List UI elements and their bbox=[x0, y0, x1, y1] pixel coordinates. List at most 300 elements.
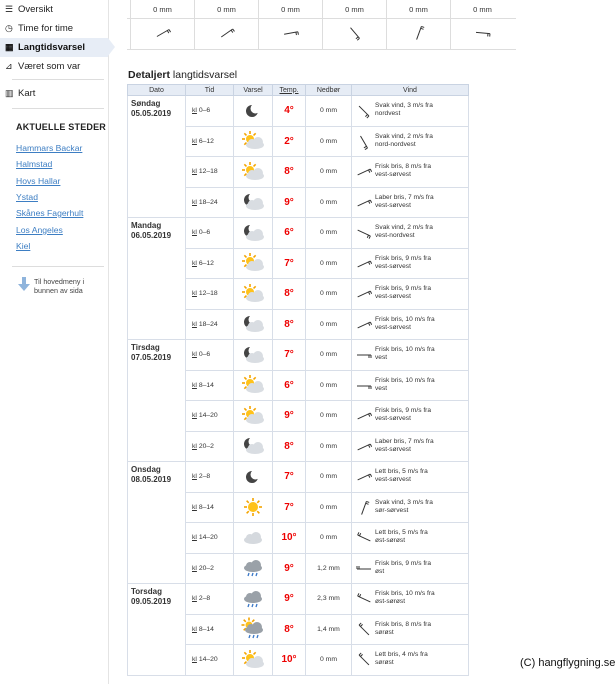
time-cell[interactable] bbox=[186, 96, 234, 127]
header-nedbor: Nedbør bbox=[306, 85, 352, 96]
wind-arrow bbox=[356, 439, 372, 455]
wind-arrow bbox=[356, 134, 372, 150]
time-range: 8–14 bbox=[198, 503, 214, 511]
wind-line-1: Laber bris, 7 m/s fra bbox=[375, 193, 434, 201]
time-range: 8–14 bbox=[198, 381, 214, 389]
weather-icon-cell bbox=[234, 96, 273, 127]
wind-arrow bbox=[356, 622, 372, 638]
wind-line-2: vest-sørvest bbox=[375, 476, 411, 483]
partly-cloudy-sun-icon bbox=[241, 131, 265, 151]
wind-cell bbox=[352, 309, 469, 340]
wind-line-1: Svak vind, 2 m/s fra bbox=[375, 132, 433, 140]
wind-text bbox=[375, 438, 475, 454]
temperature: 2° bbox=[273, 126, 306, 157]
partly-cloudy-sun-icon bbox=[241, 375, 265, 395]
temperature: 9° bbox=[273, 187, 306, 218]
wind-line-1: Frisk bris, 10 m/s fra bbox=[375, 315, 435, 323]
wind-arrow bbox=[356, 164, 372, 180]
time-cell[interactable] bbox=[186, 523, 234, 554]
weather-icon-cell bbox=[234, 492, 273, 523]
wind-cell bbox=[352, 157, 469, 188]
kl-abbr: kl bbox=[192, 625, 197, 633]
weekday: Søndag bbox=[131, 99, 161, 108]
wind-arrow-icon bbox=[356, 500, 372, 516]
weather-icon-cell bbox=[234, 645, 273, 676]
place-link[interactable]: Ystad bbox=[16, 192, 38, 202]
top-strip-cell bbox=[386, 0, 450, 50]
wind-arrow bbox=[356, 469, 372, 485]
precipitation: 0 mm bbox=[306, 279, 352, 310]
nav-item-oversikt[interactable] bbox=[0, 0, 108, 19]
wind-cell bbox=[352, 248, 469, 279]
wind-arrow-icon bbox=[356, 317, 372, 333]
temperature: 10° bbox=[273, 523, 306, 554]
wind-arrow-icon bbox=[356, 561, 372, 577]
divider bbox=[12, 266, 104, 267]
wind-line-1: Lett bris, 4 m/s fra bbox=[375, 651, 428, 658]
time-range: 2–8 bbox=[198, 595, 211, 603]
wind-line-2: vest bbox=[375, 354, 388, 361]
sun-icon bbox=[241, 497, 265, 517]
precipitation: 1,2 mm bbox=[306, 553, 352, 584]
weather-icon-cell bbox=[234, 370, 273, 401]
kl-abbr: kl bbox=[192, 229, 197, 237]
wind-line-2: vest-sørvest bbox=[375, 262, 411, 270]
precipitation: 0 mm bbox=[306, 492, 352, 523]
weather-icon-cell bbox=[234, 279, 273, 310]
precipitation: 0 mm bbox=[306, 96, 352, 127]
back-to-menu-label: Til hovedmeny i bunnen av sida bbox=[34, 277, 85, 295]
wind-text bbox=[375, 224, 475, 240]
wind-arrow-icon bbox=[283, 25, 299, 41]
place-link[interactable]: Hovs Hallar bbox=[16, 176, 61, 186]
day-cell bbox=[128, 96, 186, 218]
wind-cell bbox=[352, 96, 469, 127]
wind-line-1: Frisk bris, 8 m/s fra bbox=[375, 163, 432, 170]
precip-value: 0 mm bbox=[281, 5, 300, 14]
time-cell[interactable] bbox=[186, 157, 234, 188]
weekday: Mandag bbox=[131, 221, 162, 230]
time-cell[interactable] bbox=[186, 309, 234, 340]
partly-cloudy-sun-icon bbox=[241, 650, 265, 670]
temperature: 9° bbox=[273, 584, 306, 615]
wind-line-1: Lett bris, 5 m/s fra bbox=[375, 468, 428, 475]
clock-icon: ◷ bbox=[5, 23, 13, 33]
time-cell[interactable] bbox=[186, 553, 234, 584]
top-forecast-strip bbox=[127, 0, 516, 50]
wind-arrow bbox=[347, 25, 365, 43]
weather-icon-cell bbox=[234, 157, 273, 188]
wind-text bbox=[375, 133, 475, 149]
temperature: 7° bbox=[273, 248, 306, 279]
wind-cell bbox=[352, 279, 469, 310]
kl-abbr: kl bbox=[192, 168, 197, 176]
time-range: 12–18 bbox=[198, 168, 218, 176]
temperature: 7° bbox=[273, 462, 306, 493]
nav-label: Oversikt bbox=[18, 4, 53, 15]
kl-abbr: kl bbox=[192, 656, 197, 664]
wind-arrow-icon bbox=[356, 469, 372, 485]
wind-line-1: Frisk bris, 9 m/s fra bbox=[375, 285, 432, 292]
wind-line-2: sør-sørvest bbox=[375, 506, 409, 514]
precipitation: 0 mm bbox=[306, 401, 352, 432]
table-row bbox=[128, 584, 469, 615]
wind-line-1: Svak vind, 3 m/s fra bbox=[375, 102, 433, 109]
time-range: 14–20 bbox=[198, 534, 218, 542]
header-vind: Vind bbox=[352, 85, 469, 96]
kl-abbr: kl bbox=[192, 290, 197, 298]
place-link[interactable]: Hammars Backar bbox=[16, 143, 83, 153]
table-header-row bbox=[128, 85, 469, 96]
place-link[interactable]: Los Angeles bbox=[16, 225, 63, 235]
wind-line-1: Frisk bris, 9 m/s fra bbox=[375, 407, 432, 414]
wind-line-1: Svak vind, 2 m/s fra bbox=[375, 224, 433, 231]
wind-arrow-icon bbox=[356, 347, 372, 363]
nav-item-vaeret-som-var[interactable] bbox=[0, 57, 108, 76]
rain-cloud-icon bbox=[241, 558, 265, 578]
kl-abbr: kl bbox=[192, 564, 197, 572]
wind-text bbox=[375, 377, 475, 393]
temperature: 10° bbox=[273, 645, 306, 676]
wind-cell bbox=[352, 126, 469, 157]
partly-cloudy-sun-icon bbox=[241, 162, 265, 182]
time-cell[interactable] bbox=[186, 340, 234, 371]
section-title: Detaljert langtidsvarsel bbox=[128, 69, 238, 81]
wind-cell bbox=[352, 645, 469, 676]
wind-line-2: vest-sørvest bbox=[375, 171, 411, 178]
wind-arrow-icon bbox=[356, 103, 372, 119]
moon-icon bbox=[241, 467, 265, 487]
wind-line-2: sørøst bbox=[375, 659, 394, 666]
temperature: 6° bbox=[273, 218, 306, 249]
kl-abbr: kl bbox=[192, 198, 197, 206]
wind-arrow-icon bbox=[356, 622, 372, 638]
time-range: 14–20 bbox=[198, 656, 218, 664]
wind-line-2: nordvest bbox=[375, 110, 401, 117]
wind-arrow-icon bbox=[356, 256, 372, 272]
precip-value: 0 mm bbox=[409, 5, 428, 14]
time-cell[interactable] bbox=[186, 431, 234, 462]
wind-line-2: vest-sørvest bbox=[375, 201, 411, 209]
main-content bbox=[127, 0, 615, 684]
partly-cloudy-moon-icon bbox=[241, 223, 265, 243]
date: 05.05.2019 bbox=[131, 109, 172, 118]
wind-arrow bbox=[356, 378, 372, 394]
partly-cloudy-moon-icon bbox=[241, 314, 265, 334]
place-link[interactable]: Kiel bbox=[16, 241, 31, 251]
wind-text bbox=[375, 529, 475, 545]
divider bbox=[12, 108, 104, 109]
nav-label: Været som var bbox=[18, 61, 81, 72]
kl-abbr: kl bbox=[192, 137, 197, 145]
precipitation: 1,4 mm bbox=[306, 614, 352, 645]
top-strip-cell bbox=[322, 0, 386, 50]
table-row bbox=[128, 462, 469, 493]
weather-icon-cell bbox=[234, 401, 273, 432]
date: 08.05.2019 bbox=[131, 475, 172, 484]
wind-text bbox=[375, 621, 475, 637]
temperature: 7° bbox=[273, 492, 306, 523]
wind-line-2: vest-nordvest bbox=[375, 232, 415, 239]
partly-cloudy-moon-icon bbox=[241, 192, 265, 212]
wind-text bbox=[375, 560, 475, 576]
wind-line-1: Frisk bris, 8 m/s fra bbox=[375, 620, 432, 628]
wind-arrow-icon bbox=[356, 164, 372, 180]
header-tid: Tid bbox=[186, 85, 234, 96]
weather-icon-cell bbox=[234, 187, 273, 218]
wind-arrow bbox=[411, 25, 429, 43]
nav-label: Kart bbox=[18, 88, 36, 99]
kl-abbr: kl bbox=[192, 381, 197, 389]
kl-abbr: kl bbox=[192, 534, 197, 542]
forecast-table bbox=[127, 84, 469, 676]
wind-cell bbox=[352, 218, 469, 249]
time-range: 0–6 bbox=[198, 107, 211, 115]
header-varsel: Varsel bbox=[234, 85, 273, 96]
precipitation: 0 mm bbox=[306, 187, 352, 218]
time-range: 18–24 bbox=[198, 198, 218, 206]
time-cell[interactable] bbox=[186, 401, 234, 432]
time-cell[interactable] bbox=[186, 248, 234, 279]
weather-icon-cell bbox=[234, 614, 273, 645]
temperature: 9° bbox=[273, 553, 306, 584]
weather-icon-cell bbox=[234, 431, 273, 462]
wind-cell bbox=[352, 553, 469, 584]
wind-arrow bbox=[356, 408, 372, 424]
wind-line-2: vest-sørvest bbox=[375, 445, 411, 453]
time-cell[interactable] bbox=[186, 645, 234, 676]
precipitation: 2,3 mm bbox=[306, 584, 352, 615]
precipitation: 0 mm bbox=[306, 462, 352, 493]
temperature: 8° bbox=[273, 157, 306, 188]
list-icon: ☰ bbox=[5, 4, 14, 14]
time-cell[interactable] bbox=[186, 187, 234, 218]
time-range: 20–2 bbox=[198, 442, 214, 450]
temperature: 8° bbox=[273, 431, 306, 462]
weather-icon-cell bbox=[234, 340, 273, 371]
nav-item-kart[interactable] bbox=[0, 84, 108, 103]
precipitation: 0 mm bbox=[306, 126, 352, 157]
top-strip-cell bbox=[450, 0, 514, 50]
place-link[interactable]: Halmstad bbox=[16, 159, 53, 169]
arrow-down-icon bbox=[18, 277, 30, 291]
sun-rain-cloud-icon bbox=[241, 619, 265, 639]
kl-abbr: kl bbox=[192, 351, 197, 359]
time-cell[interactable] bbox=[186, 370, 234, 401]
precipitation: 0 mm bbox=[306, 340, 352, 371]
wind-line-1: Frisk bris, 9 m/s fra bbox=[375, 559, 432, 567]
partly-cloudy-sun-icon bbox=[241, 406, 265, 426]
precip-value: 0 mm bbox=[345, 5, 364, 14]
wind-text bbox=[375, 499, 475, 515]
wind-line-1: Svak vind, 3 m/s fra bbox=[375, 498, 433, 506]
temperature: 4° bbox=[273, 96, 306, 127]
time-range: 6–12 bbox=[198, 137, 214, 145]
wind-cell bbox=[352, 584, 469, 615]
wind-arrow bbox=[356, 347, 372, 363]
table-row bbox=[128, 340, 469, 371]
header-dato: Dato bbox=[128, 85, 186, 96]
wind-arrow-icon bbox=[356, 378, 372, 394]
nav-item-time-for-time[interactable] bbox=[0, 19, 108, 38]
wind-line-1: Frisk bris, 9 m/s fra bbox=[375, 254, 432, 262]
partly-cloudy-moon-icon bbox=[241, 436, 265, 456]
day-cell bbox=[128, 462, 186, 584]
calendar-icon: ▦ bbox=[5, 42, 14, 52]
time-range: 0–6 bbox=[198, 351, 211, 359]
wind-arrow bbox=[356, 225, 372, 241]
wind-text bbox=[375, 407, 475, 423]
weather-icon-cell bbox=[234, 462, 273, 493]
wind-text bbox=[375, 590, 475, 606]
precipitation: 0 mm bbox=[306, 645, 352, 676]
wind-line-1: Frisk bris, 10 m/s fra bbox=[375, 376, 435, 384]
kl-abbr: kl bbox=[192, 107, 197, 115]
time-cell[interactable] bbox=[186, 126, 234, 157]
wind-line-1: Frisk bris, 10 m/s fra bbox=[375, 590, 435, 597]
wind-arrow bbox=[155, 25, 173, 43]
wind-text bbox=[375, 651, 475, 667]
wind-line-1: Frisk bris, 10 m/s fra bbox=[375, 346, 435, 353]
wind-arrow-icon bbox=[475, 25, 491, 41]
weekday: Torsdag bbox=[131, 587, 162, 596]
wind-line-2: sørøst bbox=[375, 628, 394, 636]
table-row bbox=[128, 218, 469, 249]
time-cell[interactable] bbox=[186, 584, 234, 615]
precip-value: 0 mm bbox=[153, 5, 172, 14]
wind-arrow bbox=[356, 561, 372, 577]
temperature: 9° bbox=[273, 401, 306, 432]
wind-line-2: nord-nordvest bbox=[375, 140, 416, 148]
time-cell[interactable] bbox=[186, 462, 234, 493]
nav-item-langtidsvarsel[interactable] bbox=[0, 38, 108, 57]
wind-cell bbox=[352, 340, 469, 371]
temperature: 6° bbox=[273, 370, 306, 401]
time-range: 0–6 bbox=[198, 229, 211, 237]
wind-arrow-icon bbox=[219, 25, 235, 41]
partly-cloudy-sun-icon bbox=[241, 253, 265, 273]
time-range: 8–14 bbox=[198, 625, 214, 633]
time-cell[interactable] bbox=[186, 218, 234, 249]
top-strip-cell bbox=[194, 0, 258, 50]
wind-arrow-icon bbox=[356, 134, 372, 150]
wind-arrow-icon bbox=[155, 25, 171, 41]
kl-abbr: kl bbox=[192, 442, 197, 450]
wind-cell bbox=[352, 431, 469, 462]
time-range: 6–12 bbox=[198, 259, 214, 267]
time-range: 20–2 bbox=[198, 564, 214, 572]
wind-text bbox=[375, 102, 475, 118]
wind-arrow bbox=[219, 25, 237, 43]
places-title: AKTUELLE STEDER bbox=[16, 122, 107, 132]
temperature: 8° bbox=[273, 309, 306, 340]
kl-abbr: kl bbox=[192, 503, 197, 511]
time-range: 14–20 bbox=[198, 412, 218, 420]
precip-value: 0 mm bbox=[217, 5, 236, 14]
weather-icon-cell bbox=[234, 126, 273, 157]
time-cell[interactable] bbox=[186, 492, 234, 523]
place-link[interactable]: Skånes Fagerhult bbox=[16, 208, 84, 218]
wind-line-1: Laber bris, 7 m/s fra bbox=[375, 437, 434, 445]
partly-cloudy-sun-icon bbox=[241, 284, 265, 304]
weekday: Tirsdag bbox=[131, 343, 160, 352]
precipitation: 0 mm bbox=[306, 248, 352, 279]
divider bbox=[12, 79, 104, 80]
nav-label: Time for time bbox=[18, 23, 74, 34]
kl-abbr: kl bbox=[192, 473, 197, 481]
wind-cell bbox=[352, 401, 469, 432]
wind-line-2: øst-sørøst bbox=[375, 537, 406, 544]
wind-cell bbox=[352, 187, 469, 218]
day-cell bbox=[128, 218, 186, 340]
header-temp[interactable]: Temp. bbox=[273, 85, 306, 96]
wind-arrow-icon bbox=[356, 530, 372, 546]
wind-cell bbox=[352, 370, 469, 401]
nav-label: Langtidsvarsel bbox=[18, 42, 86, 53]
precipitation: 0 mm bbox=[306, 218, 352, 249]
top-strip-cell bbox=[258, 0, 322, 50]
wind-arrow-icon bbox=[356, 225, 372, 241]
wind-line-1: Lett bris, 5 m/s fra bbox=[375, 529, 428, 536]
wind-cell bbox=[352, 492, 469, 523]
wind-arrow bbox=[356, 530, 372, 546]
wind-arrow-icon bbox=[356, 591, 372, 607]
temperature: 7° bbox=[273, 340, 306, 371]
wind-text bbox=[375, 255, 475, 271]
precipitation: 0 mm bbox=[306, 157, 352, 188]
precip-value: 0 mm bbox=[473, 5, 492, 14]
weather-icon-cell bbox=[234, 584, 273, 615]
kl-abbr: kl bbox=[192, 595, 197, 603]
wind-line-2: øst-sørøst bbox=[375, 598, 406, 605]
wind-arrow bbox=[356, 103, 372, 119]
wind-arrow-icon bbox=[356, 286, 372, 302]
weather-icon-cell bbox=[234, 523, 273, 554]
kl-abbr: kl bbox=[192, 412, 197, 420]
sidebar bbox=[0, 0, 109, 684]
time-cell[interactable] bbox=[186, 614, 234, 645]
date: 09.05.2019 bbox=[131, 597, 172, 606]
wind-arrow-icon bbox=[356, 408, 372, 424]
weather-icon-cell bbox=[234, 309, 273, 340]
wind-arrow-icon bbox=[347, 25, 363, 41]
partly-cloudy-moon-icon bbox=[241, 345, 265, 365]
day-cell bbox=[128, 584, 186, 676]
wind-arrow-icon bbox=[356, 439, 372, 455]
precipitation: 0 mm bbox=[306, 309, 352, 340]
wind-line-2: vest-sørvest bbox=[375, 415, 411, 422]
wind-arrow-icon bbox=[356, 195, 372, 211]
kl-abbr: kl bbox=[192, 320, 197, 328]
time-range: 2–8 bbox=[198, 473, 211, 481]
wind-arrow bbox=[356, 195, 372, 211]
wind-text bbox=[375, 316, 475, 332]
temperature: 8° bbox=[273, 614, 306, 645]
precipitation: 0 mm bbox=[306, 370, 352, 401]
temperature: 8° bbox=[273, 279, 306, 310]
rain-cloud-icon bbox=[241, 589, 265, 609]
wind-arrow bbox=[356, 500, 372, 516]
wind-cell bbox=[352, 614, 469, 645]
table-row bbox=[128, 96, 469, 127]
wind-text bbox=[375, 163, 475, 179]
wind-arrow-icon bbox=[356, 652, 372, 668]
time-cell[interactable] bbox=[186, 279, 234, 310]
cloud-icon bbox=[241, 528, 265, 548]
wind-arrow bbox=[356, 286, 372, 302]
wind-text bbox=[375, 468, 475, 484]
weather-icon-cell bbox=[234, 553, 273, 584]
